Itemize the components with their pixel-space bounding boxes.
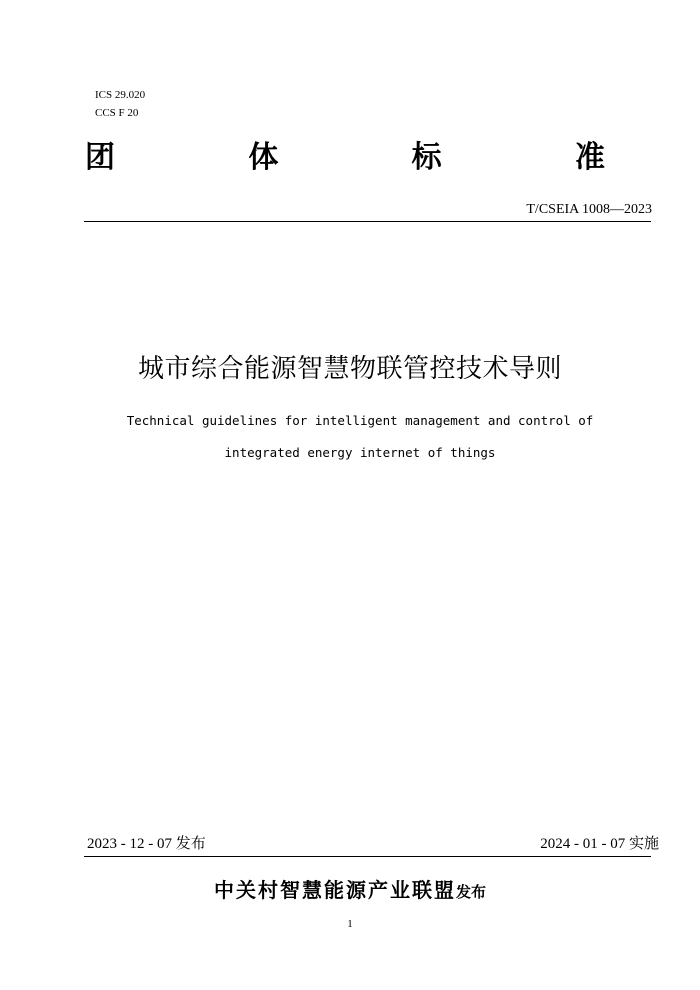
document-title-english [60,405,660,469]
ccs-code: CCS F 20 [95,107,139,119]
english-title-line: integrated energy internet of things [224,445,496,460]
publisher-suffix: 发布 [455,883,486,901]
issue-date: 2023 - 12 - 07 发布 [87,836,206,852]
standard-number: T/CSEIA 1008—2023 [526,202,652,217]
ics-code: ICS 29.020 [95,89,146,101]
standard-type-heading [85,138,605,178]
publisher-line [0,874,700,903]
standard-type-char: 体 [248,140,279,175]
top-divider [84,221,651,222]
classification-codes [95,86,145,122]
standard-type-char: 标 [411,140,442,175]
publisher-name: 中关村智慧能源产业联盟 [213,878,456,902]
standard-type-char: 团 [85,140,115,175]
bottom-divider [84,856,651,857]
standard-type-char: 准 [574,140,605,175]
english-title-line: Technical guidelines for intelligent management and control of [126,413,594,428]
document-title-chinese: 城市综合能源智慧物联管控技术导则 [137,354,562,384]
implementation-date: 2024 - 01 - 07 实施 [540,836,659,852]
page-number: 1 [347,918,353,930]
